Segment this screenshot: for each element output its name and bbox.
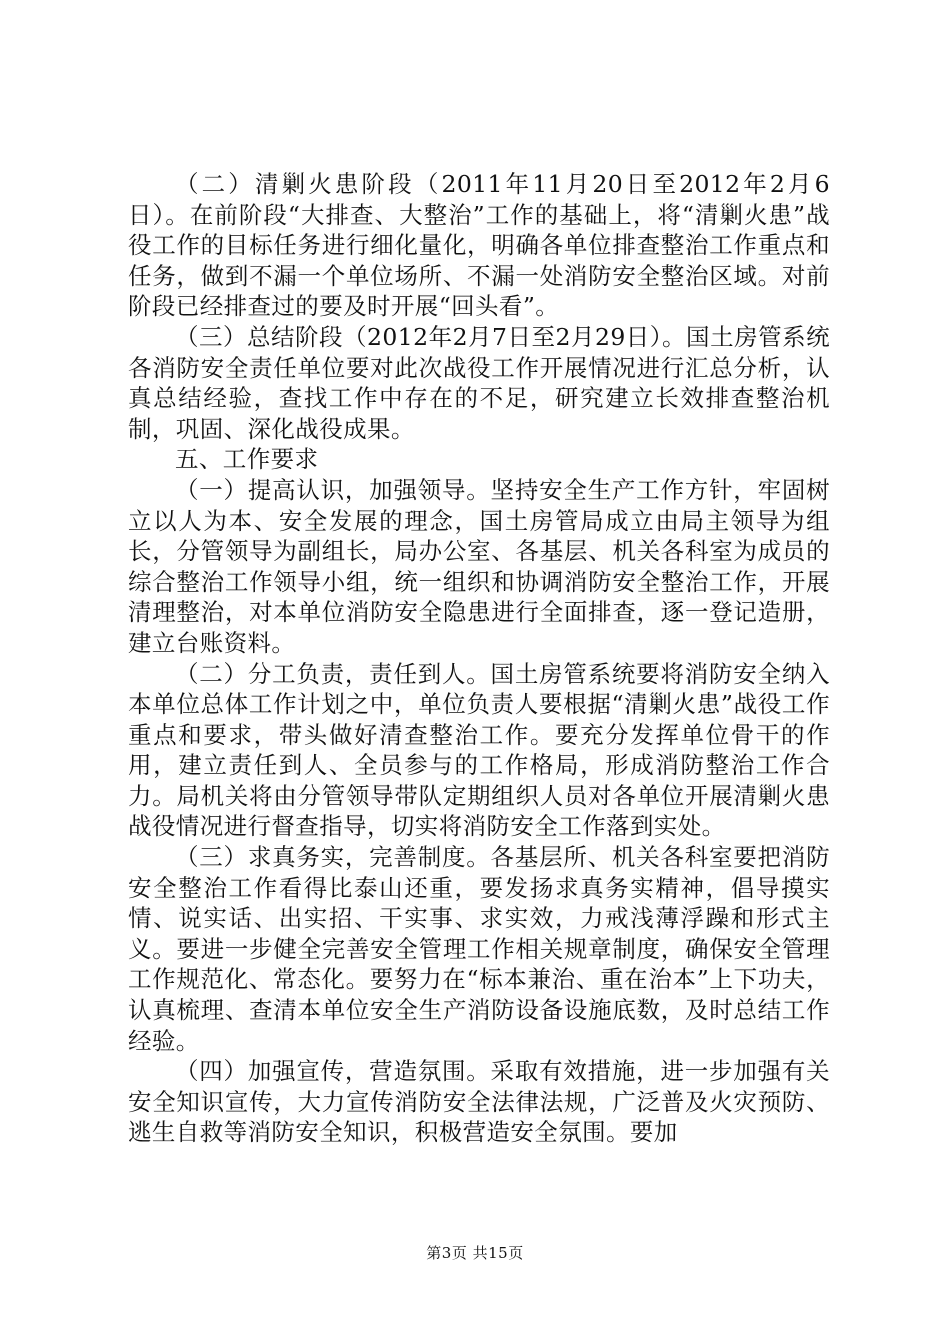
- paragraph-leadership: （一）提高认识，加强领导。坚持安全生产工作方针，牢固树立以人为本、安全发展的理念，国土房管局成立由局主领导为组长，分管领导为副组长，局办公室、各基层、机关各科室为成员的综合整治工作领导小组，统一组织和协调消防安全整治工作，开展清理整治，对本单位消防安全隐患进行全面排查，逐一登记造册，建立台账资料。: [128, 475, 830, 657]
- paragraph-responsibility: （二）分工负责，责任到人。国土房管系统要将消防安全纳入本单位总体工作计划之中，单位负责人要根据“清剿火患”战役工作重点和要求，带头做好清查整治工作。要充分发挥单位骨干的作用，建立责任到人、全员参与的工作格局，形成消防整治工作合力。局机关将由分管领导带队定期组织人员对各单位开展清剿火患战役情况进行督查指导，切实将消防安全工作落到实处。: [128, 659, 830, 841]
- paragraph-cleanup-stage: （二）清剿火患阶段（2011年11月20日至2012年2月6日）。在前阶段“大排查、大整治”工作的基础上，将“清剿火患”战役工作的目标任务进行细化量化，明确各单位排查整治工作重点和任务，做到不漏一个单位场所、不漏一处消防安全整治区域。对前阶段已经排查过的要及时开展“回头看”。: [128, 170, 830, 321]
- section-heading-work-requirements: 五、工作要求: [175, 445, 319, 474]
- page-footer: 第3页 共15页: [426, 1244, 524, 1262]
- paragraph-institutions: （三）求真务实，完善制度。各基层所、机关各科室要把消防安全整治工作看得比泰山还重，要发扬求真务实精神，倡导摸实情、说实话、出实招、干实事、求实效，力戒浅薄浮躁和形式主义。要进一步健全完善安全管理工作相关规章制度，确保安全管理工作规范化、常态化。要努力在“标本兼治、重在治本”上下功夫，认真梳理、查清本单位安全生产消防设备设施底数，及时总结工作经验。: [128, 843, 830, 1055]
- paragraph-summary-stage: （三）总结阶段（2012年2月7日至2月29日）。国土房管系统各消防安全责任单位要对此次战役工作开展情况进行汇总分析，认真总结经验，查找工作中存在的不足，研究建立长效排查整治机制，巩固、深化战役成果。: [128, 322, 830, 443]
- document-body: [128, 169, 830, 1148]
- paragraph-publicity: （四）加强宣传，营造氛围。采取有效措施，进一步加强有关安全知识宣传，大力宣传消防安全法律法规，广泛普及火灾预防、逃生自救等消防安全知识，积极营造安全氛围。要加: [128, 1057, 830, 1147]
